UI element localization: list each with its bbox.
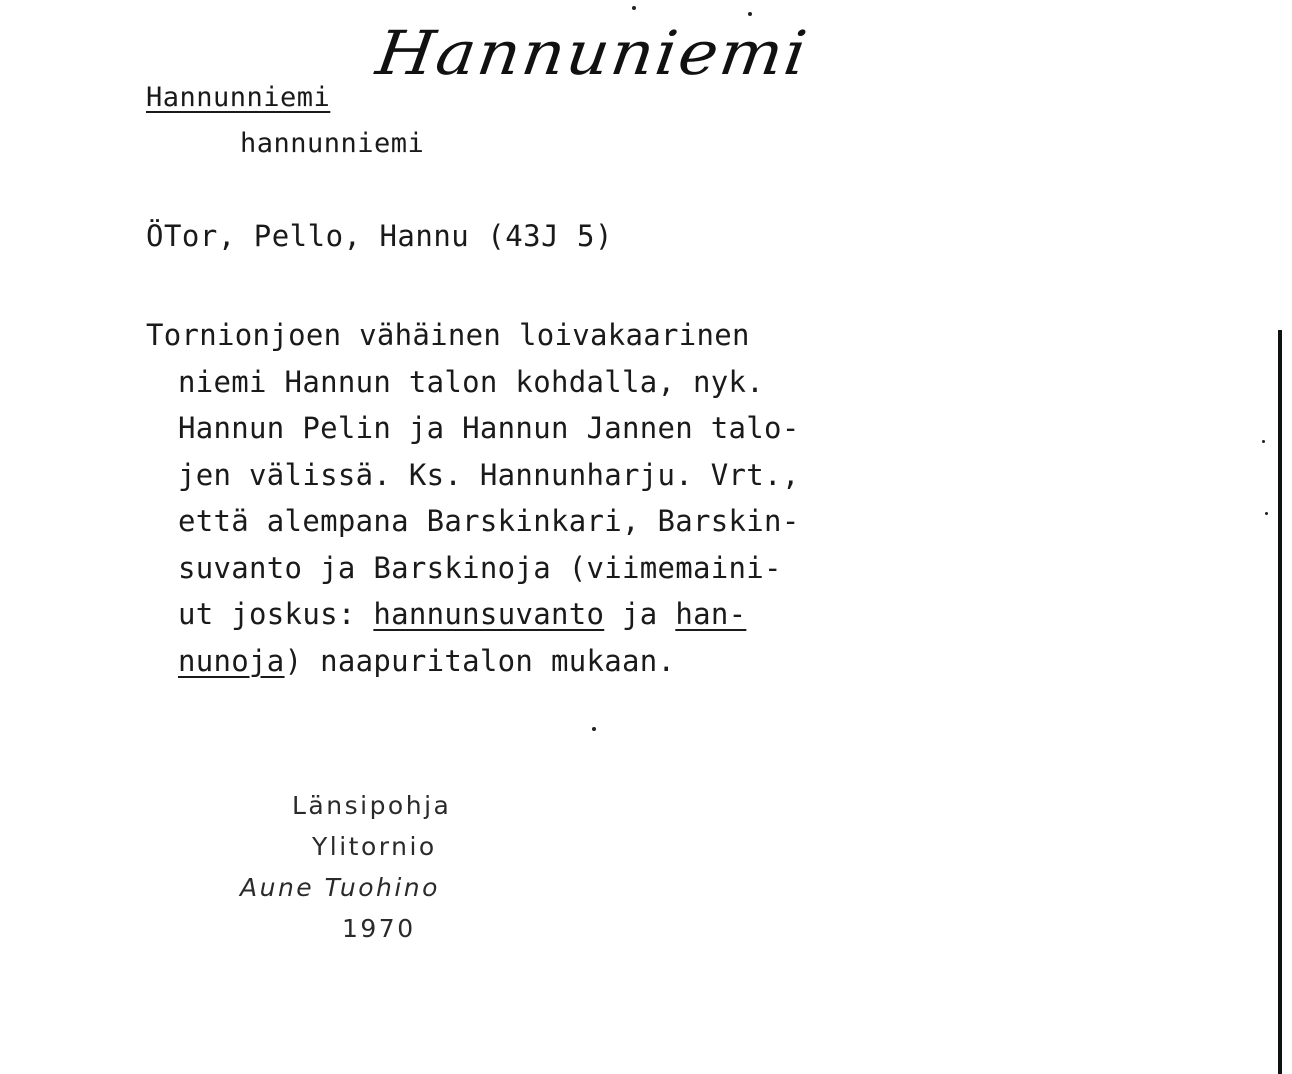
description-fragment: ) naapuritalon mukaan. [284, 643, 676, 678]
underlined-form: han- [675, 597, 747, 631]
lowercase-form: hannunniemi [240, 128, 425, 159]
description-fragment: ut joskus: [178, 597, 356, 631]
description-fragment: ja [622, 597, 658, 631]
ink-speck [748, 12, 752, 16]
description-line: että alempana Barskinkari, Barskin- [178, 504, 800, 538]
headword-handwritten: Hannuniemi [372, 18, 813, 89]
description-line: Tornionjoen vähäinen loivakaarinen [146, 318, 750, 352]
underlined-form: nunoja [178, 643, 285, 678]
ink-speck [1265, 512, 1268, 515]
description [146, 312, 800, 684]
ink-speck [592, 727, 596, 731]
stamp-collector: Aune Tuohino [240, 873, 440, 902]
ink-speck [1262, 440, 1265, 443]
collector-stamp [240, 785, 451, 949]
description-line: niemi Hannun talon kohdalla, nyk. [178, 364, 765, 399]
stamp-year: 1970 [342, 914, 416, 943]
headword-typed: Hannunniemi [146, 82, 331, 113]
stamp-region: Länsipohja [292, 791, 452, 820]
description-line [146, 638, 800, 685]
ink-speck [632, 6, 636, 10]
location-line: ÖTor, Pello, Hannu (43J 5) [146, 219, 613, 253]
description-line: suvanto ja Barskinoja (viimemaini- [178, 550, 782, 585]
description-line: jen välissä. Ks. Hannunharju. Vrt., [178, 457, 800, 492]
description-line: Hannun Pelin ja Hannun Jannen talo- [178, 411, 800, 445]
stamp-parish: Ylitornio [312, 832, 437, 861]
card-edge-line [1278, 330, 1282, 1074]
description-line [146, 591, 800, 638]
underlined-form: hannunsuvanto [373, 597, 605, 631]
